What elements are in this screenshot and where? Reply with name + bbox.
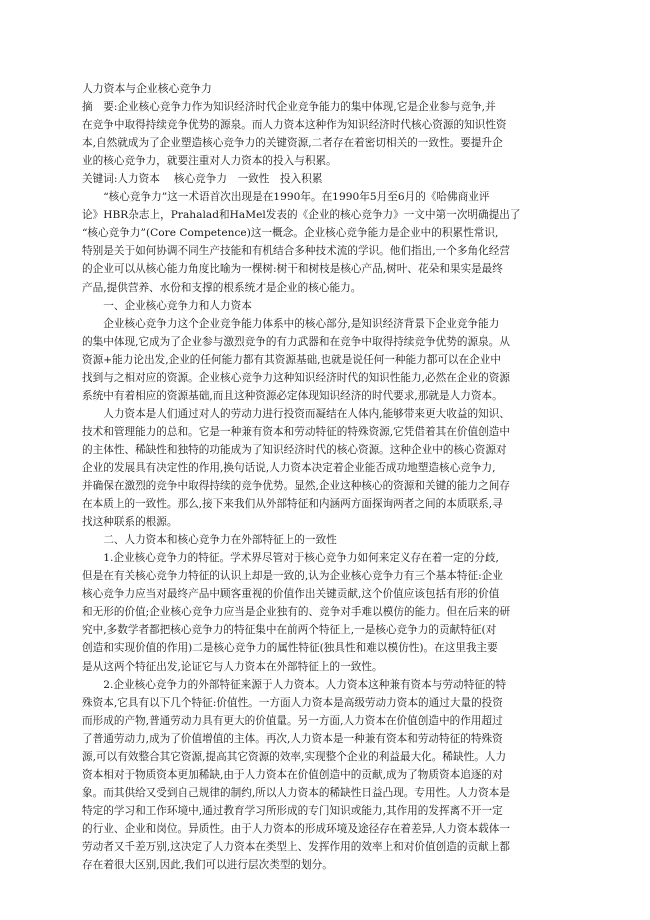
section-heading: 一、企业核心竞争力和人力资本 [82, 299, 252, 312]
paragraph [82, 315, 570, 405]
abstract-line: 摘 要:企业核心竞争力作为知识经济时代企业竞争能力的集中体现,它是企业参与竞争,并 [82, 101, 496, 114]
paragraph [82, 549, 570, 675]
text-line: 源,可以有效整合其它资源,提高其它资源的效率,实现整个企业的利益最大化。稀缺性。人力 [82, 750, 507, 763]
text-line: 企业核心竞争力这个企业竞争能力体系中的核心部分,是知识经济背景下企业竞争能力 [82, 317, 500, 330]
text-line: 的行业、企业和岗位。异质性。由于人力资本的形成环境及途径存在着差异,人力资本载体一 [82, 822, 510, 835]
text-line: “核心竞争力”这一术语首次出现是在1990年。在1990年5月至6月的《哈佛商业评 [82, 191, 490, 204]
text-line: 企业的发展具有决定性的作用,换句话说,人力资本决定着企业能否成功地塑造核心竞争力, [82, 461, 496, 474]
text-line: 劳动者又千差万别,这决定了人力资本在类型上、发挥作用的效率上和对价值创造的贡献上都 [82, 840, 510, 853]
text-line: 是从这两个特征出发,论证它与人力资本在外部特征上的一致性。 [82, 660, 383, 673]
section-heading: 二、人力资本和核心竞争力在外部特征上的一致性 [82, 534, 337, 547]
text-line: 资本相对于物质资本更加稀缺,由于人力资本在价值创造中的贡献,成为了物质资本追逐的对 [82, 768, 503, 781]
text-line: 究中,多数学者都把核心竞争力的特征集中在前两个特征上,一是核心竞争力的贡献特征(对 [82, 624, 497, 637]
text-line: 的企业可以从核心能力角度比喻为一棵树:树干和树枝是核心产品,树叶、花朵和果实是最终 [82, 263, 503, 276]
abstract [82, 98, 570, 170]
paragraph [82, 676, 570, 875]
text-line: 殊资本,它具有以下几个特征:价值性。一方面人力资本是高级劳动力资本的通过大量的投资 [82, 696, 503, 709]
text-line: 资源+能力论出发,企业的任何能力都有其资源基础,也就是说任何一种能力都可以在企业中 [82, 353, 501, 366]
text-line: 了普通劳动力,成为了价值增值的主体。再次,人力资本是一种兼有资本和劳动特征的特殊资 [82, 732, 503, 745]
text-line: 在本质上的一致性。那么,接下来我们从外部特征和内涵两方面探询两者之间的本质联系,寻 [82, 498, 503, 511]
text-line: 的主体性、稀缺性和独特的功能成为了知识经济时代的核心资源。这种企业中的核心资源对 [82, 443, 507, 456]
text-line: 的集中体现,它成为了企业参与激烈竞争的有力武器和在竞争中取得持续竞争优势的源泉。从 [82, 335, 510, 348]
text-line: 1.企业核心竞争力的特征。学术界尽管对于核心竞争力如何来定义存在着一定的分歧, [82, 552, 499, 565]
text-line: 并确保在激烈的竞争中取得持续的竞争优势。显然,企业这种核心的资源和关键的能力之间存 [82, 480, 510, 493]
keywords: 关键词:人力资本 核心竞争力 一致性 投入积累 [82, 173, 323, 186]
text-line: 创造和实现价值的作用)二是核心竞争力的属性特征(独具性和难以模仿性)。在这里我主要 [82, 642, 498, 655]
text-line: 系统中有着相应的资源基础,而且这种资源必定体现知识经济的时代要求,那就是人力资本。 [82, 389, 503, 402]
text-line: 核心竞争力应当对最终产品中顾客重视的价值作出关键贡献,这个价值应该包括有形的价值 [82, 588, 500, 601]
text-line: 找这种联系的根源。 [82, 516, 178, 529]
document-title: 人力资本与企业核心竞争力 [82, 82, 212, 95]
text-line: 存在着很大区别,因此,我们可以进行层次类型的划分。 [82, 859, 333, 872]
paragraph-intro [82, 188, 570, 296]
abstract-line: 本,自然就成为了企业塑造核心竞争力的关键资源,二者存在着密切相关的一致性。要提升企 [82, 137, 503, 150]
abstract-line: 在竞争中取得持续竞争优势的源泉。而人力资本这种作为知识经济时代核心资源的知识性资 [82, 119, 507, 132]
text-line: 但是在有关核心竞争力特征的认识上却是一致的,认为企业核心竞争力有三个基本特征:企业 [82, 570, 503, 583]
text-line: 2.企业核心竞争力的外部特征来源于人力资本。人力资本这种兼有资本与劳动特征的特 [82, 678, 507, 691]
text-line: 产品,提供营养、水份和支撑的根系统才是企业的核心能力。 [82, 281, 362, 294]
text-line: 人力资本是人们通过对人的劳动力进行投资而凝结在人体内,能够带来更大收益的知识、 [82, 407, 510, 420]
text-line: 特别是关于如何协调不同生产技能和有机结合多种技术流的学识。他们指出,一个多角化经营 [82, 245, 510, 258]
paragraph [82, 405, 570, 531]
text-line: 论》HBR杂志上，Prahalad和HaMel发表的《企业的核心竞争力》一文中第一次明确提出了 [82, 209, 521, 222]
text-line: 特定的学习和工作环境中,通过教育学习所形成的专门知识或能力,其作用的发挥离不开一定 [82, 804, 503, 817]
text-line: 和无形的价值;企业核心竞争力应当是企业独有的、竞争对手难以模仿的能力。但在后来的研 [82, 606, 511, 619]
text-line: 而形成的产物,普通劳动力具有更大的价值量。另一方面,人力资本在价值创造中的作用超过 [82, 714, 503, 727]
abstract-line: 业的核心竞争力，就要注重对人力资本的投入与积累。 [82, 155, 337, 168]
text-line: 技术和管理能力的总和。它是一种兼有资本和劳动特征的特殊资源,它凭借着其在价值创造中 [82, 425, 510, 438]
text-line: “核心竞争力”(Core Competence)这一概念。企业核心竞争能力是企业中的积累性常识, [82, 227, 499, 240]
text-line: 象。而其供给又受到自己规律的制约,所以人力资本的稀缺性日益凸现。专用性。人力资本是 [82, 786, 510, 799]
text-line: 找到与之相对应的资源。企业核心竞争力这种知识经济时代的知识性能力,必然在企业的资源 [82, 371, 510, 384]
